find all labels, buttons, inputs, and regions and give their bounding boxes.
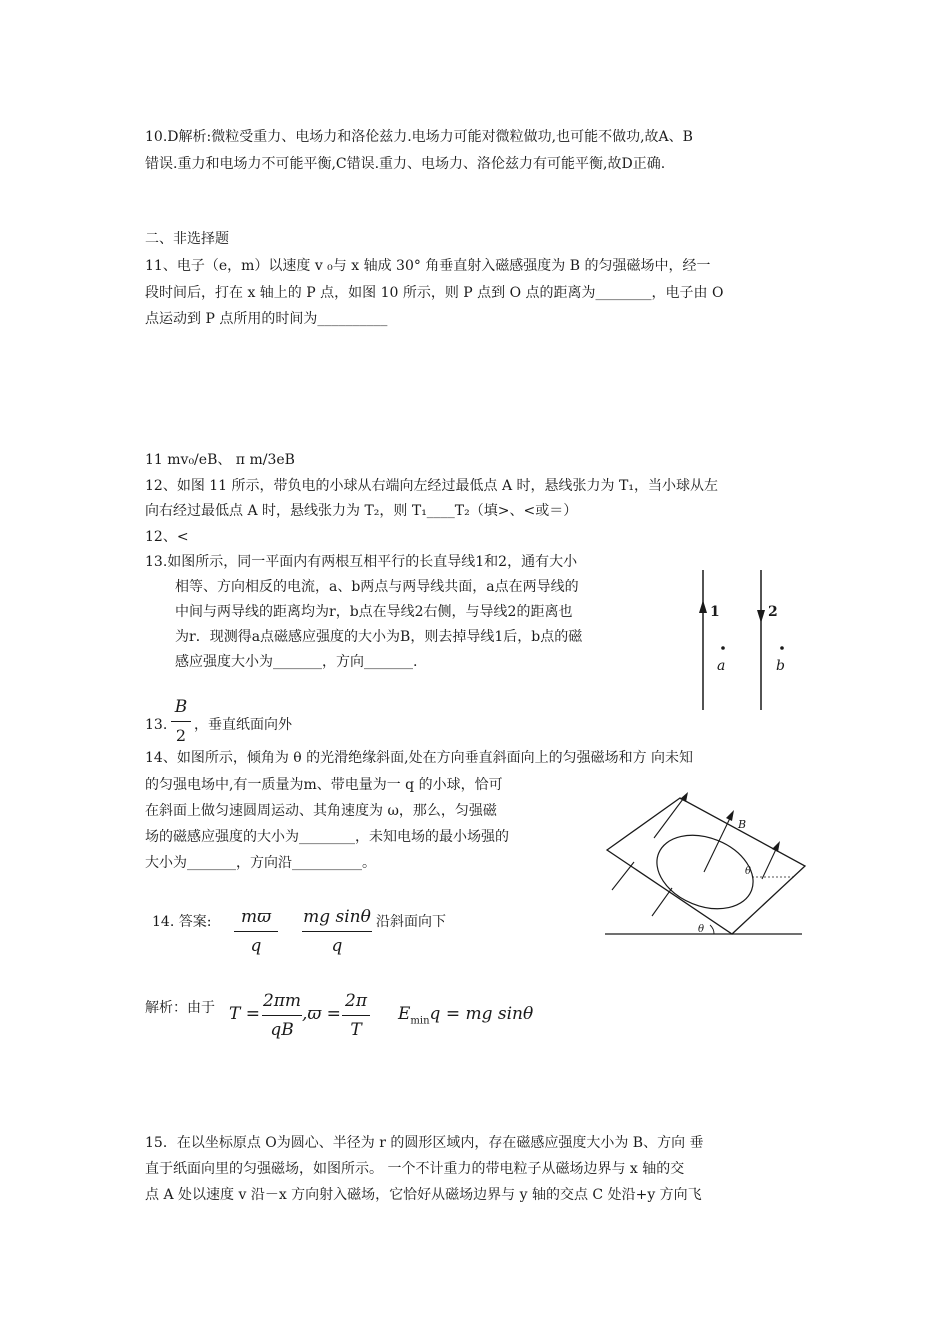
q13-answer-fraction bbox=[171, 696, 191, 747]
fraction-numerator: mϖ bbox=[241, 907, 271, 927]
q11-line2: 段时间后，打在 x 轴上的 P 点，如图 10 所示，则 P 点到 O 点的距离为________，电子由 O bbox=[145, 285, 724, 301]
analysis-emin bbox=[398, 1001, 533, 1034]
fraction-bar bbox=[262, 1015, 302, 1016]
wire-2-arrow-down bbox=[757, 610, 765, 623]
q13-line3: 中间与两导线的距离均为r，b点在导线2右侧，与导线2的距离也 bbox=[175, 604, 573, 620]
analysis-w-fraction bbox=[342, 990, 370, 1041]
angle-label-lower: θ bbox=[698, 924, 705, 935]
incline-figure bbox=[602, 790, 807, 940]
section-title: 二、非选择题 bbox=[145, 231, 229, 247]
q14-line4: 场的磁感应强度的大小为________，未知电场的最小场强的 bbox=[145, 829, 509, 845]
q13-answer-prefix: 13. bbox=[145, 717, 168, 733]
fraction-denominator: q bbox=[250, 936, 262, 956]
fraction-bar bbox=[302, 931, 372, 932]
q11-line3: 点运动到 P 点所用的时间为__________ bbox=[145, 311, 388, 327]
fraction-bar bbox=[342, 1015, 370, 1016]
q12-line2: 向右经过最低点 A 时，悬线张力为 T₂，则 T₁____T₂（填>、<或＝） bbox=[145, 503, 578, 519]
fraction-numerator: mg sinθ bbox=[303, 907, 371, 927]
field-line-4 bbox=[612, 862, 634, 890]
fraction-numerator: 2π bbox=[345, 991, 367, 1011]
field-arrow-3 bbox=[772, 841, 780, 852]
wire-2-label: 2 bbox=[768, 604, 778, 620]
emin-subscript: min bbox=[410, 1015, 430, 1027]
q13-line2: 相等、方向相反的电流，a、b两点与两导线共面，a点在两导线的 bbox=[175, 579, 579, 595]
q13-line1: 13.如图所示，同一平面内有两根互相平行的长直导线1和2，通有大小 bbox=[145, 554, 578, 570]
q10-line1: 10.D解析:微粒受重力、电场力和洛伦兹力.电场力可能对微粒做功,也可能不做功,故A、B bbox=[145, 129, 693, 145]
fraction-bar bbox=[234, 931, 278, 932]
q15-line1: 15．在以坐标原点 O为圆心、半径为 r 的圆形区域内，存在磁感应强度大小为 B、方向 垂 bbox=[145, 1135, 704, 1151]
q14-answer-text: 沿斜面向下 bbox=[376, 914, 446, 930]
point-a-label: a bbox=[717, 658, 726, 674]
analysis-T-lhs: T = bbox=[229, 1004, 260, 1024]
emin-symbol: E bbox=[398, 1004, 411, 1024]
wire-1-arrow-up bbox=[699, 600, 707, 613]
parallel-wires-figure bbox=[690, 565, 810, 715]
q14-answer-fraction-1 bbox=[234, 906, 278, 957]
q13-line4: 为r．现测得a点磁感应强度的大小为B，则去掉导线1后，b点的磁 bbox=[175, 629, 583, 645]
fraction-denominator: qB bbox=[270, 1020, 294, 1040]
q14-line1: 14、如图所示，倾角为 θ 的光滑绝缘斜面,处在方向垂直斜面向上的匀强磁场和方 向未知 bbox=[145, 750, 694, 766]
field-line-1 bbox=[654, 795, 686, 838]
q15-line3: 点 A 处以速度 v 沿－x 方向射入磁场，它恰好从磁场边界与 y 轴的交点 C 处沿+y 方向飞 bbox=[145, 1187, 702, 1203]
field-label-B: B bbox=[738, 818, 747, 831]
angle-arc bbox=[710, 925, 714, 934]
fraction-bar bbox=[171, 721, 191, 722]
wire-1-label: 1 bbox=[710, 604, 720, 620]
q14-line3: 在斜面上做匀速圆周运动、其角速度为 ω，那么，匀强磁 bbox=[145, 803, 497, 819]
q15-line2: 直于纸面向里的匀强磁场，如图所示。 一个不计重力的带电粒子从磁场边界与 x 轴的交 bbox=[145, 1161, 685, 1177]
q12-line1: 12、如图 11 所示，带负电的小球从右端向左经过最低点 A 时，悬线张力为 T₁，当小球从左 bbox=[145, 478, 718, 494]
q11-line1: 11、电子（e，m）以速度 v ₀与 x 轴成 30° 角垂直射入磁感强度为 B 的匀强磁场中，经一 bbox=[145, 258, 711, 274]
fraction-denominator: 2 bbox=[175, 726, 187, 745]
q14-line5: 大小为_______，方向沿__________。 bbox=[145, 855, 376, 871]
field-arrow-1 bbox=[680, 792, 688, 802]
analysis-T-fraction bbox=[262, 990, 302, 1041]
q14-answer-fraction-2 bbox=[302, 906, 372, 957]
point-b-dot bbox=[780, 646, 784, 650]
fraction-numerator: B bbox=[174, 697, 188, 717]
fraction-denominator: T bbox=[350, 1020, 362, 1040]
fraction-numerator: 2πm bbox=[262, 991, 302, 1011]
angle-label-upper: θ bbox=[745, 866, 752, 877]
point-a-dot bbox=[721, 646, 725, 650]
emin-rest: q = mg sinθ bbox=[429, 1004, 534, 1024]
q14-analysis-label: 解析：由于 bbox=[145, 1000, 215, 1016]
q10-line2: 错误.重力和电场力不可能平衡,C错误.重力、电场力、洛伦兹力有可能平衡,故D正确. bbox=[145, 156, 666, 172]
q11-answer: 11 mv₀/eB、 π m/3eB bbox=[145, 452, 295, 468]
point-b-label: b bbox=[776, 658, 785, 674]
field-line-2 bbox=[704, 814, 732, 872]
q13-answer-text: ，垂直纸面向外 bbox=[194, 717, 292, 733]
q12-answer: 12、< bbox=[145, 529, 189, 545]
fraction-denominator: q bbox=[331, 936, 343, 956]
field-line-5 bbox=[652, 888, 672, 916]
analysis-w-lhs: ,ϖ = bbox=[302, 1004, 341, 1024]
q14-answer-label: 14. 答案: bbox=[152, 914, 212, 930]
field-arrow-2 bbox=[726, 810, 734, 821]
incline-plane bbox=[607, 798, 805, 934]
q14-line2: 的匀强电场中,有一质量为m、带电量为一 q 的小球，恰可 bbox=[145, 777, 503, 793]
q13-line5: 感应强度大小为_______，方向_______. bbox=[175, 654, 418, 670]
